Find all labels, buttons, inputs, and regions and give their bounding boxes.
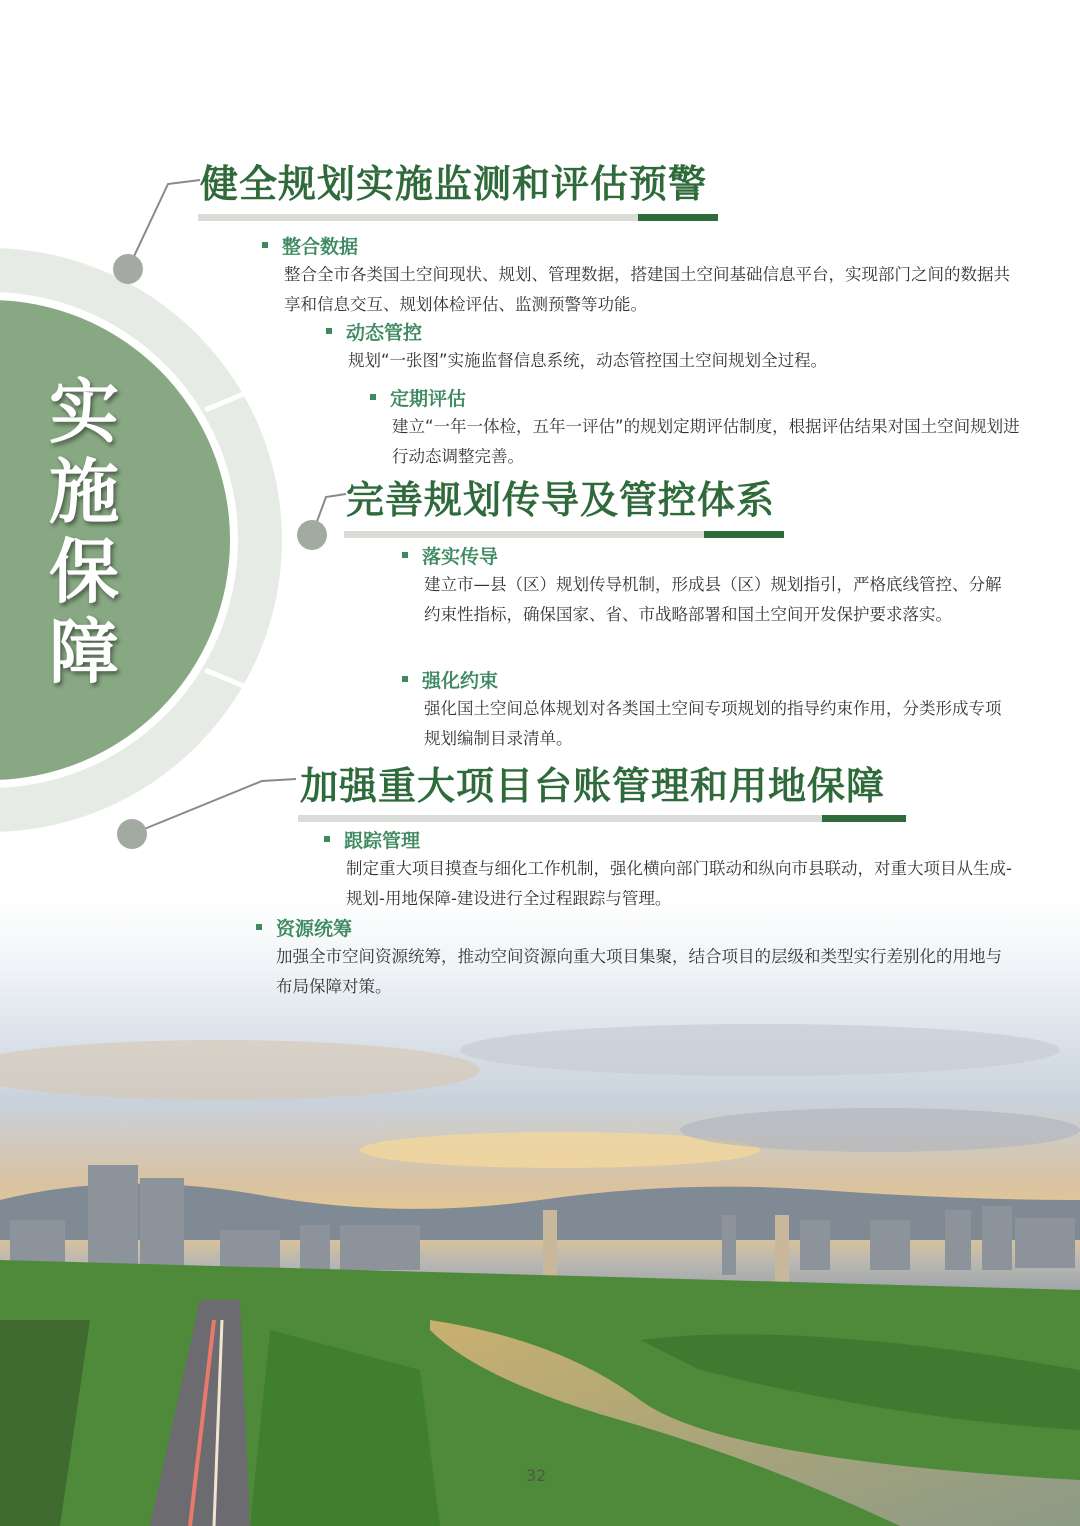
item-text: 制定重大项目摸查与细化工作机制，强化横向部门联动和纵向市县联动，对重大项目从生成-规划-用地保障-建设进行全过程跟踪与管理。 xyxy=(346,859,1012,908)
item-integrate-data xyxy=(262,234,1014,320)
item-resource-coordination xyxy=(256,916,1016,1002)
vertical-title xyxy=(38,372,130,692)
item-heading: 整合数据 xyxy=(282,236,359,258)
item-implement-transmission xyxy=(402,544,1014,630)
item-dynamic-control xyxy=(326,320,886,376)
page-number: 32 xyxy=(526,1466,547,1485)
node-dot-3 xyxy=(117,819,147,849)
item-heading: 动态管控 xyxy=(346,322,423,344)
item-text: 规划“一张图”实施监督信息系统，动态管控国土空间规划全过程。 xyxy=(348,351,828,370)
node-dot-2 xyxy=(297,520,327,550)
item-heading: 强化约束 xyxy=(422,670,499,692)
item-text: 建立“一年一体检，五年一评估”的规划定期评估制度，根据评估结果对国土空间规划进行动态调整完善。 xyxy=(392,417,1020,466)
section-2-title: 完善规划传导及管控体系 xyxy=(346,478,776,522)
section-1-title: 健全规划实施监测和评估预警 xyxy=(200,162,708,206)
section-2-underline xyxy=(344,531,784,538)
vertical-title-char: 障 xyxy=(49,610,119,693)
item-tracking-management xyxy=(324,828,1016,914)
item-heading: 跟踪管理 xyxy=(344,830,421,852)
section-1-underline xyxy=(198,214,718,221)
item-heading: 落实传导 xyxy=(422,546,499,568)
item-text: 整合全市各类国土空间现状、规划、管理数据，搭建国土空间基础信息平台，实现部门之间的数据共享和信息交互、规划体检评估、监测预警等功能。 xyxy=(284,265,1010,314)
vertical-title-char: 实 xyxy=(49,370,119,453)
item-strengthen-constraint xyxy=(402,668,1014,754)
vertical-title-char: 保 xyxy=(49,530,119,613)
item-text: 加强全市空间资源统筹，推动空间资源向重大项目集聚，结合项目的层级和类型实行差别化的用地与布局保障对策。 xyxy=(276,947,1002,996)
item-heading: 资源统筹 xyxy=(276,918,353,940)
node-dot-1 xyxy=(113,254,143,284)
item-heading: 定期评估 xyxy=(390,388,467,410)
item-text: 强化国土空间总体规划对各类国土空间专项规划的指导约束作用，分类形成专项规划编制目录清单。 xyxy=(424,699,1002,748)
vertical-title-char: 施 xyxy=(49,450,119,533)
section-3-title: 加强重大项目台账管理和用地保障 xyxy=(300,764,886,808)
item-periodic-evaluation xyxy=(370,386,1020,472)
section-3-underline xyxy=(298,815,906,822)
item-text: 建立市—县（区）规划传导机制，形成县（区）规划指引，严格底线管控、分解约束性指标，确保国家、省、市战略部署和国土空间开发保护要求落实。 xyxy=(424,575,1002,624)
